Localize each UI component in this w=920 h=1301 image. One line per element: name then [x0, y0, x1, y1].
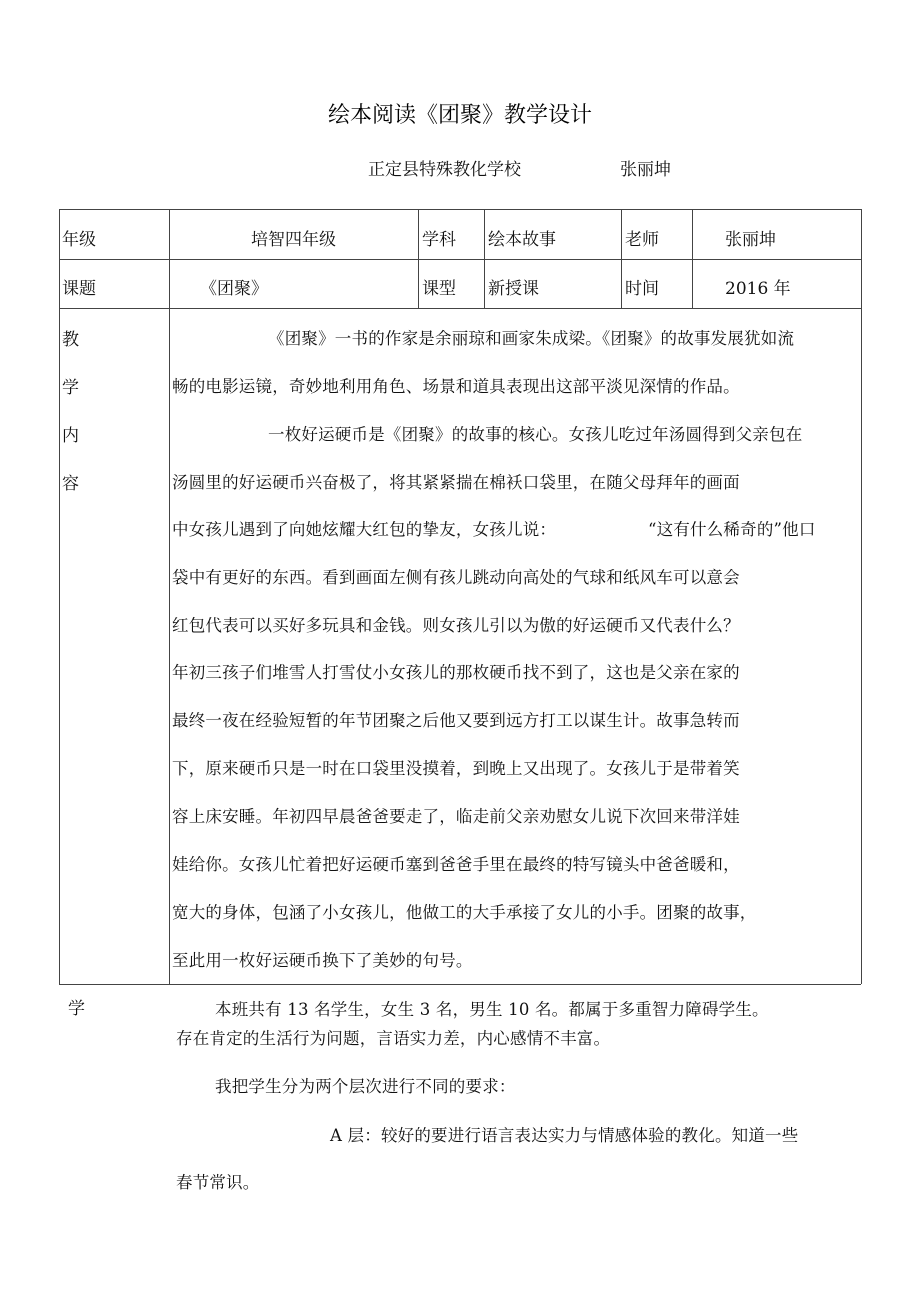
students-line: 我把学生分为两个层次进行不同的要求： — [215, 1077, 516, 1096]
content-line: 一枚好运硬币是《团聚》的故事的核心。女孩儿吃过年汤圆得到父亲包在 — [268, 425, 803, 444]
grade-value: 培智四年级 — [251, 230, 336, 250]
table-divider — [59, 308, 861, 309]
content-line: “这有什么稀奇的”他口 — [648, 520, 816, 539]
students-line: A 层：较好的要进行语言表达实力与情感体验的教化。知道一些 — [330, 1126, 799, 1145]
content-line: 下，原来硬币只是一时在口袋里没摸着，到晚上又出现了。女孩儿于是带着笑 — [172, 759, 740, 778]
content-line: 汤圆里的好运硬币兴奋极了，将其紧紧揣在棉袄口袋里，在随父母拜年的画面 — [172, 473, 740, 492]
teacher-value: 张丽坤 — [725, 230, 776, 250]
table-divider — [692, 209, 693, 308]
table-divider — [621, 209, 622, 308]
table-border-bottom — [59, 984, 861, 985]
content-label-char: 学 — [62, 378, 79, 398]
type-value: 新授课 — [488, 279, 539, 299]
content-line: 娃给你。女孩儿忙着把好运硬币塞到爸爸手里在最终的特写镜头中爸爸暖和， — [172, 855, 740, 874]
content-label-char: 容 — [62, 474, 79, 494]
students-label: 学 — [68, 999, 85, 1019]
students-line: 存在肯定的生活行为问题，言语实力差，内心感情不丰富。 — [176, 1029, 611, 1048]
topic-value: 《团聚》 — [200, 279, 268, 299]
table-divider — [418, 209, 419, 308]
school-name: 正定县特殊教化学校 — [368, 160, 521, 180]
time-label: 时间 — [625, 279, 659, 299]
type-label: 课型 — [422, 279, 456, 299]
content-line: 畅的电影运镜，奇妙地利用角色、场景和道具表现出这部平淡见深情的作品。 — [172, 377, 740, 396]
content-line: 至此用一枚好运硬币换下了美妙的句号。 — [172, 951, 473, 970]
students-line: 本班共有 13 名学生，女生 3 名，男生 10 名。都属于多重智力障碍学生。 — [215, 1000, 769, 1019]
content-line: 年初三孩子们堆雪人打雪仗小女孩儿的那枚硬币找不到了，这也是父亲在家的 — [172, 663, 740, 682]
students-line: 春节常识。 — [176, 1173, 260, 1192]
content-line: 中女孩儿遇到了向她炫耀大红包的挚友，女孩儿说： — [172, 520, 557, 539]
topic-label: 课题 — [62, 279, 96, 299]
grade-label: 年级 — [62, 230, 96, 250]
time-value: 2016 年 — [725, 279, 791, 299]
content-line: 容上床安睡。年初四早晨爸爸要走了，临走前父亲劝慰女儿说下次回来带洋娃 — [172, 807, 740, 826]
page-title: 绘本阅读《团聚》教学设计 — [327, 103, 592, 128]
content-line: 最终一夜在经验短暂的年节团聚之后他又要到远方打工以谋生计。故事急转而 — [172, 711, 740, 730]
table-divider — [59, 259, 861, 260]
table-border-top — [59, 209, 861, 210]
subject-value: 绘本故事 — [488, 230, 556, 250]
table-divider — [484, 209, 485, 308]
teacher-label: 老师 — [625, 230, 659, 250]
table-divider — [169, 209, 170, 984]
content-line: 《团聚》一书的作家是余丽琼和画家朱成梁。《团聚》的故事发展犹如流 — [268, 329, 795, 348]
table-border-right — [861, 209, 862, 984]
subject-label: 学科 — [422, 230, 456, 250]
content-line: 宽大的身体，包涵了小女孩儿，他做工的大手承接了女儿的小手。团聚的故事， — [172, 903, 757, 922]
author-name: 张丽坤 — [620, 160, 671, 180]
content-label-char: 内 — [62, 426, 79, 446]
table-border-left — [59, 209, 60, 984]
content-label-char: 教 — [62, 330, 79, 350]
content-line: 红包代表可以买好多玩具和金钱。则女孩儿引以为傲的好运硬币又代表什么？ — [172, 616, 740, 635]
content-line: 袋中有更好的东西。看到画面左侧有孩儿跳动向高处的气球和纸风车可以意会 — [172, 568, 740, 587]
